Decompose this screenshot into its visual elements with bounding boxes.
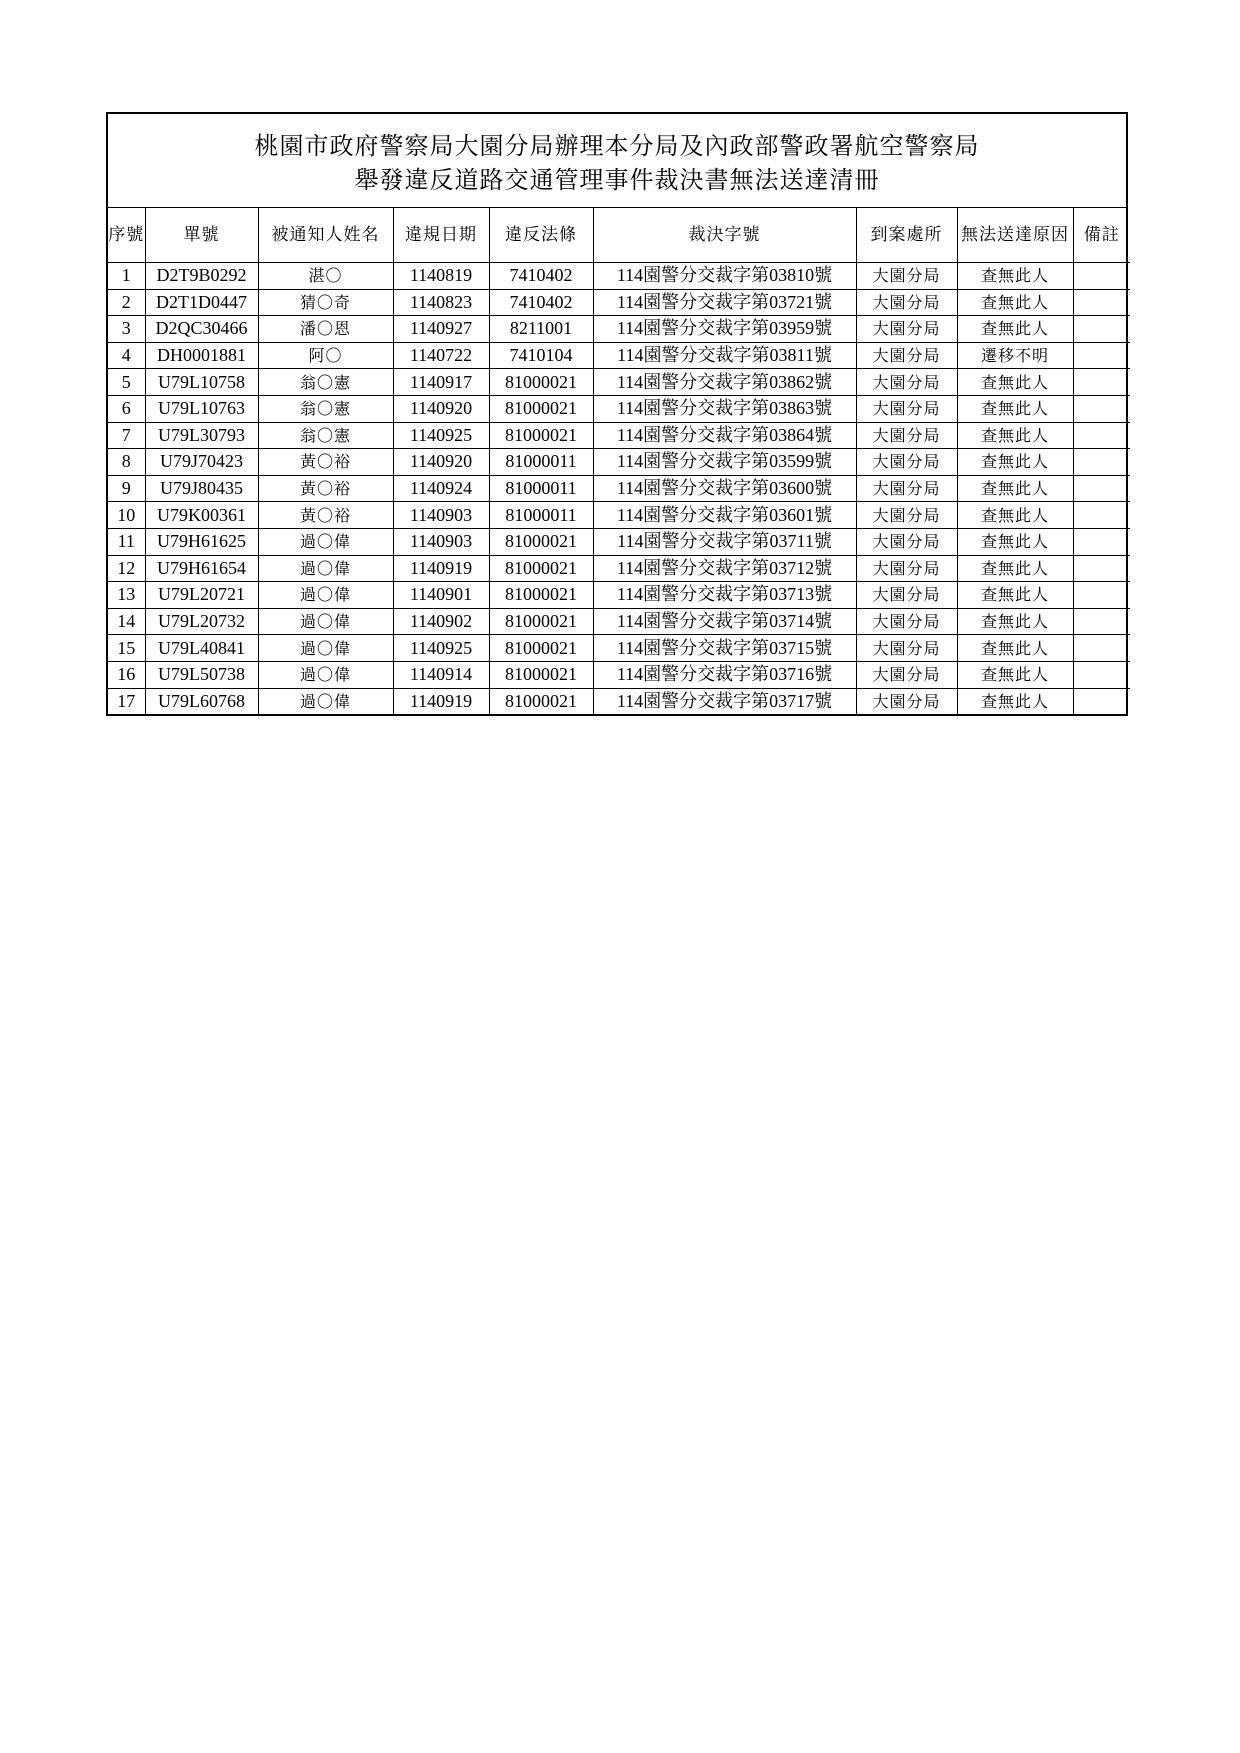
cell-law: 8211001 xyxy=(489,316,593,343)
cell-ruling-no: 114園警分交裁字第03600號 xyxy=(593,475,856,502)
title-line-1: 桃園市政府警察局大園分局辦理本分局及內政部警政署航空警察局 xyxy=(254,131,980,160)
cell-ticket-no: U79L50738 xyxy=(145,661,258,688)
cell-date: 1140903 xyxy=(393,502,489,529)
cell-reason: 查無此人 xyxy=(957,263,1073,290)
cell-ruling-no: 114園警分交裁字第03715號 xyxy=(593,635,856,662)
cell-remarks xyxy=(1073,289,1130,316)
cell-station: 大園分局 xyxy=(856,582,957,609)
cell-date: 1140914 xyxy=(393,661,489,688)
table-row xyxy=(108,528,1130,555)
cell-law: 81000021 xyxy=(489,422,593,449)
cell-station: 大園分局 xyxy=(856,475,957,502)
cell-law: 81000021 xyxy=(489,608,593,635)
cell-ticket-no: U79K00361 xyxy=(145,502,258,529)
cell-ticket-no: U79L20732 xyxy=(145,608,258,635)
cell-date: 1140920 xyxy=(393,395,489,422)
cell-name: 黃〇裕 xyxy=(258,502,393,529)
cell-law: 81000021 xyxy=(489,635,593,662)
cell-name: 翁〇憲 xyxy=(258,369,393,396)
cell-law: 81000021 xyxy=(489,395,593,422)
cell-reason: 查無此人 xyxy=(957,475,1073,502)
table-row xyxy=(108,502,1130,529)
cell-reason: 查無此人 xyxy=(957,608,1073,635)
cell-ruling-no: 114園警分交裁字第03863號 xyxy=(593,395,856,422)
cell-station: 大園分局 xyxy=(856,502,957,529)
cell-name: 過〇偉 xyxy=(258,528,393,555)
cell-station: 大園分局 xyxy=(856,661,957,688)
cell-name: 黃〇裕 xyxy=(258,475,393,502)
cell-date: 1140919 xyxy=(393,555,489,582)
cell-remarks xyxy=(1073,502,1130,529)
cell-name: 猜〇奇 xyxy=(258,289,393,316)
cell-remarks xyxy=(1073,582,1130,609)
cell-seq: 2 xyxy=(108,289,145,316)
cell-name: 過〇偉 xyxy=(258,555,393,582)
cell-remarks xyxy=(1073,449,1130,476)
cell-station: 大園分局 xyxy=(856,422,957,449)
cell-reason: 查無此人 xyxy=(957,635,1073,662)
cell-date: 1140925 xyxy=(393,422,489,449)
cell-station: 大園分局 xyxy=(856,555,957,582)
cell-station: 大園分局 xyxy=(856,528,957,555)
cell-ticket-no: U79L10763 xyxy=(145,395,258,422)
cell-law: 81000011 xyxy=(489,475,593,502)
cell-date: 1140722 xyxy=(393,342,489,369)
cell-ticket-no: U79L60768 xyxy=(145,688,258,714)
cell-name: 過〇偉 xyxy=(258,688,393,714)
cell-ruling-no: 114園警分交裁字第03713號 xyxy=(593,582,856,609)
cell-ticket-no: U79J70423 xyxy=(145,449,258,476)
cell-seq: 14 xyxy=(108,608,145,635)
title-block xyxy=(108,114,1126,208)
cell-ruling-no: 114園警分交裁字第03717號 xyxy=(593,688,856,714)
cell-seq: 1 xyxy=(108,263,145,290)
cell-date: 1140924 xyxy=(393,475,489,502)
cell-date: 1140920 xyxy=(393,449,489,476)
cell-name: 過〇偉 xyxy=(258,635,393,662)
cell-name: 黃〇裕 xyxy=(258,449,393,476)
cell-seq: 17 xyxy=(108,688,145,714)
cell-remarks xyxy=(1073,342,1130,369)
cell-date: 1140902 xyxy=(393,608,489,635)
cell-law: 7410402 xyxy=(489,289,593,316)
cell-station: 大園分局 xyxy=(856,263,957,290)
cell-seq: 11 xyxy=(108,528,145,555)
table-row xyxy=(108,661,1130,688)
cell-law: 81000021 xyxy=(489,661,593,688)
cell-reason: 查無此人 xyxy=(957,502,1073,529)
cell-remarks xyxy=(1073,263,1130,290)
cell-ruling-no: 114園警分交裁字第03862號 xyxy=(593,369,856,396)
cell-station: 大園分局 xyxy=(856,635,957,662)
cell-ruling-no: 114園警分交裁字第03864號 xyxy=(593,422,856,449)
cell-ticket-no: U79H61625 xyxy=(145,528,258,555)
cell-law: 81000021 xyxy=(489,555,593,582)
document-frame xyxy=(106,112,1128,716)
cell-reason: 遷移不明 xyxy=(957,342,1073,369)
cell-date: 1140823 xyxy=(393,289,489,316)
cell-station: 大園分局 xyxy=(856,289,957,316)
cell-ticket-no: U79H61654 xyxy=(145,555,258,582)
cell-ruling-no: 114園警分交裁字第03714號 xyxy=(593,608,856,635)
cell-seq: 3 xyxy=(108,316,145,343)
cell-station: 大園分局 xyxy=(856,342,957,369)
undeliverable-list-table xyxy=(108,208,1130,714)
cell-seq: 7 xyxy=(108,422,145,449)
cell-ruling-no: 114園警分交裁字第03711號 xyxy=(593,528,856,555)
cell-seq: 16 xyxy=(108,661,145,688)
cell-ticket-no: U79L20721 xyxy=(145,582,258,609)
cell-reason: 查無此人 xyxy=(957,369,1073,396)
cell-seq: 8 xyxy=(108,449,145,476)
cell-ticket-no: U79J80435 xyxy=(145,475,258,502)
cell-ticket-no: U79L30793 xyxy=(145,422,258,449)
cell-ticket-no: D2T1D0447 xyxy=(145,289,258,316)
cell-name: 翁〇憲 xyxy=(258,395,393,422)
cell-ruling-no: 114園警分交裁字第03811號 xyxy=(593,342,856,369)
table-row xyxy=(108,475,1130,502)
cell-reason: 查無此人 xyxy=(957,582,1073,609)
cell-seq: 9 xyxy=(108,475,145,502)
cell-name: 過〇偉 xyxy=(258,608,393,635)
cell-ticket-no: D2QC30466 xyxy=(145,316,258,343)
cell-law: 81000011 xyxy=(489,502,593,529)
cell-seq: 12 xyxy=(108,555,145,582)
header-ticket-no: 單號 xyxy=(145,208,258,263)
cell-remarks xyxy=(1073,369,1130,396)
cell-reason: 查無此人 xyxy=(957,316,1073,343)
cell-law: 81000021 xyxy=(489,528,593,555)
table-row xyxy=(108,422,1130,449)
cell-reason: 查無此人 xyxy=(957,528,1073,555)
cell-name: 過〇偉 xyxy=(258,582,393,609)
cell-law: 81000021 xyxy=(489,688,593,714)
header-law: 違反法條 xyxy=(489,208,593,263)
header-ruling-no: 裁決字號 xyxy=(593,208,856,263)
cell-name: 湛〇 xyxy=(258,263,393,290)
table-row xyxy=(108,555,1130,582)
cell-reason: 查無此人 xyxy=(957,422,1073,449)
cell-reason: 查無此人 xyxy=(957,688,1073,714)
cell-reason: 查無此人 xyxy=(957,661,1073,688)
table-row xyxy=(108,582,1130,609)
cell-ticket-no: U79L40841 xyxy=(145,635,258,662)
table-row xyxy=(108,688,1130,714)
cell-station: 大園分局 xyxy=(856,395,957,422)
cell-seq: 15 xyxy=(108,635,145,662)
cell-law: 81000021 xyxy=(489,369,593,396)
header-row xyxy=(108,208,1130,263)
cell-remarks xyxy=(1073,316,1130,343)
title-line-2: 舉發違反道路交通管理事件裁決書無法送達清冊 xyxy=(354,165,880,194)
cell-reason: 查無此人 xyxy=(957,289,1073,316)
cell-date: 1140901 xyxy=(393,582,489,609)
cell-remarks xyxy=(1073,395,1130,422)
cell-date: 1140919 xyxy=(393,688,489,714)
cell-date: 1140927 xyxy=(393,316,489,343)
cell-name: 過〇偉 xyxy=(258,661,393,688)
header-date: 違規日期 xyxy=(393,208,489,263)
cell-ruling-no: 114園警分交裁字第03716號 xyxy=(593,661,856,688)
table-row xyxy=(108,608,1130,635)
cell-remarks xyxy=(1073,528,1130,555)
table-row xyxy=(108,263,1130,290)
cell-name: 潘〇恩 xyxy=(258,316,393,343)
header-name: 被通知人姓名 xyxy=(258,208,393,263)
table-row xyxy=(108,369,1130,396)
cell-seq: 6 xyxy=(108,395,145,422)
cell-law: 7410104 xyxy=(489,342,593,369)
cell-name: 阿〇 xyxy=(258,342,393,369)
cell-station: 大園分局 xyxy=(856,449,957,476)
cell-law: 7410402 xyxy=(489,263,593,290)
cell-law: 81000011 xyxy=(489,449,593,476)
cell-station: 大園分局 xyxy=(856,688,957,714)
cell-remarks xyxy=(1073,475,1130,502)
header-station: 到案處所 xyxy=(856,208,957,263)
cell-date: 1140925 xyxy=(393,635,489,662)
table-row xyxy=(108,342,1130,369)
cell-ruling-no: 114園警分交裁字第03810號 xyxy=(593,263,856,290)
cell-name: 翁〇憲 xyxy=(258,422,393,449)
table-row xyxy=(108,289,1130,316)
cell-station: 大園分局 xyxy=(856,316,957,343)
cell-seq: 5 xyxy=(108,369,145,396)
cell-ruling-no: 114園警分交裁字第03712號 xyxy=(593,555,856,582)
cell-seq: 10 xyxy=(108,502,145,529)
cell-ruling-no: 114園警分交裁字第03721號 xyxy=(593,289,856,316)
cell-date: 1140903 xyxy=(393,528,489,555)
header-remarks: 備註 xyxy=(1073,208,1130,263)
cell-remarks xyxy=(1073,661,1130,688)
cell-station: 大園分局 xyxy=(856,369,957,396)
cell-seq: 13 xyxy=(108,582,145,609)
cell-date: 1140917 xyxy=(393,369,489,396)
cell-remarks xyxy=(1073,422,1130,449)
cell-ruling-no: 114園警分交裁字第03601號 xyxy=(593,502,856,529)
header-seq: 序號 xyxy=(108,208,145,263)
cell-seq: 4 xyxy=(108,342,145,369)
cell-law: 81000021 xyxy=(489,582,593,609)
cell-ticket-no: U79L10758 xyxy=(145,369,258,396)
cell-reason: 查無此人 xyxy=(957,449,1073,476)
cell-station: 大園分局 xyxy=(856,608,957,635)
cell-ruling-no: 114園警分交裁字第03599號 xyxy=(593,449,856,476)
cell-remarks xyxy=(1073,688,1130,714)
cell-remarks xyxy=(1073,635,1130,662)
table-row xyxy=(108,395,1130,422)
cell-date: 1140819 xyxy=(393,263,489,290)
table-row xyxy=(108,449,1130,476)
table-row xyxy=(108,316,1130,343)
cell-ticket-no: D2T9B0292 xyxy=(145,263,258,290)
cell-ticket-no: DH0001881 xyxy=(145,342,258,369)
cell-reason: 查無此人 xyxy=(957,555,1073,582)
cell-reason: 查無此人 xyxy=(957,395,1073,422)
cell-remarks xyxy=(1073,555,1130,582)
cell-remarks xyxy=(1073,608,1130,635)
table-row xyxy=(108,635,1130,662)
header-reason: 無法送達原因 xyxy=(957,208,1073,263)
cell-ruling-no: 114園警分交裁字第03959號 xyxy=(593,316,856,343)
